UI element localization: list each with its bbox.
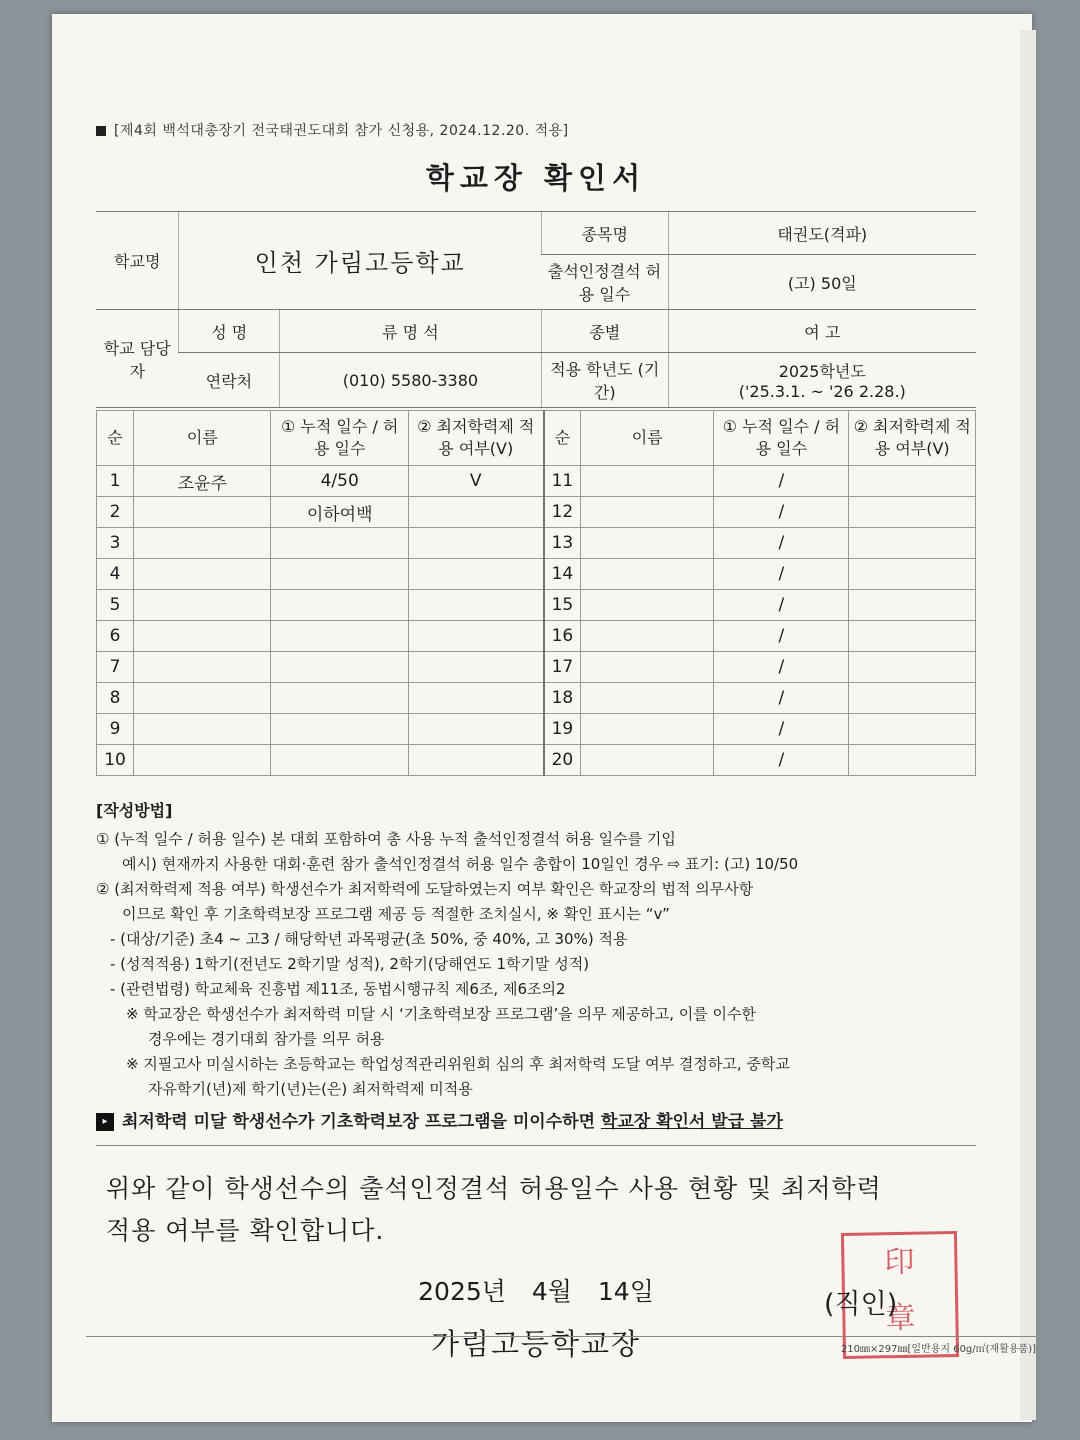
row-number: 2 bbox=[97, 497, 134, 528]
row-number-2: 16 bbox=[544, 621, 581, 652]
header-note-text: [제4회 백석대총장기 전국태권도대회 참가 신청용, 2024.12.20. 적용] bbox=[114, 123, 569, 139]
row-name bbox=[134, 528, 271, 559]
row-number-2: 14 bbox=[544, 559, 581, 590]
row-name-2 bbox=[581, 652, 714, 683]
row-flag-2 bbox=[849, 590, 976, 621]
school-label: 학교명 bbox=[96, 212, 179, 310]
row-days-2: / bbox=[714, 590, 849, 621]
table-row bbox=[97, 497, 976, 528]
instruction-line: - (대상/기준) 초4 ~ 고3 / 해당학년 과목평균(초 50%, 중 40%, 고 30%) 적용 bbox=[110, 930, 628, 948]
row-flag-2 bbox=[849, 745, 976, 776]
row-flag bbox=[408, 528, 543, 559]
principal-signature: 가림고등학교장 bbox=[430, 1327, 642, 1361]
table-row bbox=[97, 528, 976, 559]
row-number: 6 bbox=[97, 621, 134, 652]
instruction-line: 예시) 현재까지 사용한 대회·훈련 참가 출석인정결석 허용 일수 총합이 10일인 경우 ⇨ 표기: (고) 10/50 bbox=[122, 855, 799, 873]
event-label: 종목명 bbox=[541, 212, 668, 255]
manager-label: 학교 담당자 bbox=[96, 310, 179, 408]
instruction-line: - (성적적용) 1학기(전년도 2학기말 성적), 2학기(당해연도 1학기말 성적) bbox=[110, 955, 590, 973]
row-flag bbox=[408, 621, 543, 652]
row-number-2: 17 bbox=[544, 652, 581, 683]
row-number-2: 13 bbox=[544, 528, 581, 559]
allowed-label: 출석인정결석 허용 일수 bbox=[541, 255, 668, 310]
row-days bbox=[271, 528, 408, 559]
row-flag-2 bbox=[849, 683, 976, 714]
row-name-2 bbox=[581, 714, 714, 745]
header-flag-2: ② 최저학력제 적용 여부(V) bbox=[849, 411, 976, 466]
gender-value: 여 고 bbox=[668, 310, 976, 353]
row-name-2 bbox=[581, 559, 714, 590]
paper-spec: 210㎜×297㎜[일반용지 60g/㎡(재활용품)] bbox=[841, 1336, 1036, 1355]
header-name: 이름 bbox=[134, 411, 271, 466]
row-flag-2 bbox=[849, 559, 976, 590]
table-row bbox=[97, 466, 976, 497]
row-number: 8 bbox=[97, 683, 134, 714]
row-flag bbox=[408, 590, 543, 621]
row-name bbox=[134, 559, 271, 590]
row-days-2: / bbox=[714, 745, 849, 776]
issue-date: 2025년 4월 14일 bbox=[418, 1277, 654, 1306]
year-cell bbox=[668, 353, 976, 408]
instruction-line: - (관련법령) 학교체육 진흥법 제11조, 동법시행규칙 제6조, 제6조의2 bbox=[110, 980, 566, 998]
school-value: 인천 가림고등학교 bbox=[179, 212, 541, 310]
row-days bbox=[271, 621, 408, 652]
row-days-2: / bbox=[714, 559, 849, 590]
table-row bbox=[97, 745, 976, 776]
header-no: 순 bbox=[97, 411, 134, 466]
table-row bbox=[97, 683, 976, 714]
row-flag: V bbox=[408, 466, 543, 497]
row-number: 10 bbox=[97, 745, 134, 776]
contact-label: 연락처 bbox=[179, 353, 279, 408]
row-name bbox=[134, 683, 271, 714]
row-number-2: 20 bbox=[544, 745, 581, 776]
table-row bbox=[97, 590, 976, 621]
row-number: 3 bbox=[97, 528, 134, 559]
header-days: ① 누적 일수 / 허용 일수 bbox=[271, 411, 408, 466]
row-flag-2 bbox=[849, 497, 976, 528]
row-days-2: / bbox=[714, 466, 849, 497]
row-number-2: 18 bbox=[544, 683, 581, 714]
seal-label: (직인) bbox=[824, 1289, 898, 1320]
row-flag-2 bbox=[849, 652, 976, 683]
warning-line bbox=[96, 1110, 976, 1135]
instruction-line: 자유학기(년)제 학기(년)는(은) 최저학력제 미적용 bbox=[148, 1080, 473, 1098]
warning-text: 최저학력 미달 학생선수가 기초학력보장 프로그램을 미이수하면 bbox=[122, 1112, 601, 1132]
row-name-2 bbox=[581, 621, 714, 652]
row-name-2 bbox=[581, 466, 714, 497]
confirmation-line-1: 위와 같이 학생선수의 출석인정결석 허용일수 사용 현황 및 최저학력 bbox=[106, 1174, 882, 1203]
row-days bbox=[271, 683, 408, 714]
row-days-2: / bbox=[714, 714, 849, 745]
row-number-2: 12 bbox=[544, 497, 581, 528]
row-name bbox=[134, 621, 271, 652]
row-number: 5 bbox=[97, 590, 134, 621]
header-no-2: 순 bbox=[544, 411, 581, 466]
row-name-2 bbox=[581, 745, 714, 776]
header-name-2: 이름 bbox=[581, 411, 714, 466]
instruction-line: ※ 학교장은 학생선수가 최저학력 미달 시 ‘기초학력보장 프로그램’을 의무 제공하고, 이를 이수한 bbox=[126, 1005, 756, 1023]
row-flag-2 bbox=[849, 714, 976, 745]
name-value: 류 명 석 bbox=[279, 310, 541, 353]
row-number-2: 19 bbox=[544, 714, 581, 745]
instruction-lines bbox=[96, 827, 976, 1102]
name-label: 성 명 bbox=[179, 310, 279, 353]
row-name-2 bbox=[581, 683, 714, 714]
row-flag bbox=[408, 559, 543, 590]
year-value: 2025학년도 bbox=[778, 362, 866, 381]
info-table bbox=[96, 211, 976, 408]
row-flag bbox=[408, 683, 543, 714]
roster-body bbox=[97, 466, 976, 776]
divider bbox=[96, 1145, 976, 1146]
row-flag bbox=[408, 714, 543, 745]
instructions-heading: [작성방법] bbox=[96, 801, 173, 820]
bottom-rule bbox=[86, 1336, 946, 1337]
row-name bbox=[134, 497, 271, 528]
instruction-line: ① (누적 일수 / 허용 일수) 본 대회 포함하여 총 사용 누적 출석인정결석 허용 일수를 기입 bbox=[96, 830, 676, 848]
row-days-2: / bbox=[714, 652, 849, 683]
header-days-2: ① 누적 일수 / 허용 일수 bbox=[714, 411, 849, 466]
instructions bbox=[96, 798, 976, 1146]
row-days bbox=[271, 745, 408, 776]
row-flag-2 bbox=[849, 528, 976, 559]
row-days-2: / bbox=[714, 683, 849, 714]
header-flag: ② 최저학력제 적용 여부(V) bbox=[408, 411, 543, 466]
row-name-2 bbox=[581, 590, 714, 621]
row-name bbox=[134, 745, 271, 776]
row-number: 9 bbox=[97, 714, 134, 745]
table-row bbox=[97, 652, 976, 683]
event-value: 태권도(격파) bbox=[668, 212, 976, 255]
contact-value: (010) 5580-3380 bbox=[279, 353, 541, 408]
header-note bbox=[96, 120, 976, 140]
row-days bbox=[271, 559, 408, 590]
row-days: 4/50 bbox=[271, 466, 408, 497]
instruction-line: ② (최저학력제 적용 여부) 학생선수가 최저학력에 도달하였는지 여부 확인은 학교장의 법적 의무사항 bbox=[96, 880, 754, 898]
row-flag bbox=[408, 652, 543, 683]
row-name-2 bbox=[581, 497, 714, 528]
row-days-2: / bbox=[714, 528, 849, 559]
row-name-2 bbox=[581, 528, 714, 559]
table-row bbox=[97, 621, 976, 652]
roster-table bbox=[96, 410, 976, 776]
row-flag-2 bbox=[849, 621, 976, 652]
row-name bbox=[134, 714, 271, 745]
row-name bbox=[134, 652, 271, 683]
row-days bbox=[271, 590, 408, 621]
confirmation-line-2: 적용 여부를 확인합니다. bbox=[106, 1216, 385, 1245]
instruction-line: 경우에는 경기대회 참가를 의무 허용 bbox=[148, 1030, 385, 1048]
row-flag bbox=[408, 497, 543, 528]
row-number: 7 bbox=[97, 652, 134, 683]
allowed-value: (고) 50일 bbox=[668, 255, 976, 310]
warning-underlined: 학교장 확인서 발급 불가 bbox=[600, 1112, 783, 1132]
row-flag-2 bbox=[849, 466, 976, 497]
instruction-line: ※ 지필고사 미실시하는 초등학교는 학업성적관리위원회 심의 후 최저학력 도달 여부 결정하고, 중학교 bbox=[126, 1055, 790, 1073]
gender-label: 종별 bbox=[541, 310, 668, 353]
row-number: 4 bbox=[97, 559, 134, 590]
instruction-line: 이므로 확인 후 기초학력보장 프로그램 제공 등 적절한 조치실시, ※ 확인 표시는 “v” bbox=[122, 905, 670, 923]
row-days bbox=[271, 714, 408, 745]
paper-edge bbox=[1020, 30, 1036, 1420]
document-title: 학교장 확인서 bbox=[425, 161, 647, 195]
row-days bbox=[271, 652, 408, 683]
row-days: 이하여백 bbox=[271, 497, 408, 528]
row-name: 조윤주 bbox=[134, 466, 271, 497]
table-row bbox=[97, 714, 976, 745]
row-days-2: / bbox=[714, 497, 849, 528]
table-row bbox=[97, 559, 976, 590]
row-flag bbox=[408, 745, 543, 776]
arrow-box-icon: ▸ bbox=[96, 1113, 114, 1131]
row-number-2: 15 bbox=[544, 590, 581, 621]
document-body bbox=[96, 120, 976, 1363]
row-number: 1 bbox=[97, 466, 134, 497]
row-number-2: 11 bbox=[544, 466, 581, 497]
row-days-2: / bbox=[714, 621, 849, 652]
year-label: 적용 학년도 (기간) bbox=[541, 353, 668, 408]
square-bullet-icon bbox=[96, 126, 106, 136]
official-seal-icon: 印 章 bbox=[841, 1231, 959, 1359]
row-name bbox=[134, 590, 271, 621]
year-period: ('25.3.1. ~ '26 2.28.) bbox=[738, 382, 906, 401]
